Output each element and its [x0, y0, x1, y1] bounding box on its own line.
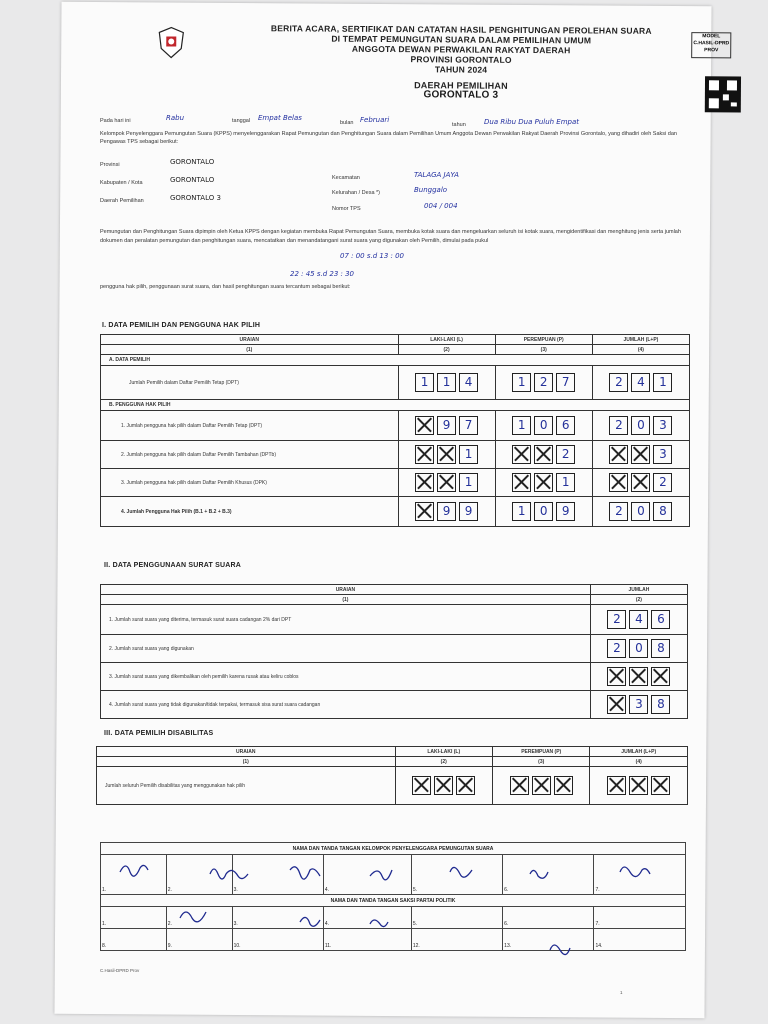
cell-ss2: 2 0 8	[590, 635, 687, 663]
value-kelurahan: Bunggalo	[414, 186, 448, 194]
cell-b3-l: 1	[398, 469, 495, 497]
row-a-label: Jumlah Pemilih dalam Daftar Pemilih Tetap (DPT)	[101, 366, 399, 400]
header-line-5: TAHUN 2024	[434, 64, 488, 75]
cell-ss4: 3 8	[590, 691, 687, 719]
sig-kpps-4: 4.	[323, 855, 411, 895]
value-jam-selesai: 22 : 45 s.d 23 : 30	[290, 270, 355, 278]
sig-saksi-13: 13.	[503, 929, 594, 951]
sig-kpps-5: 5.	[411, 855, 502, 895]
col-laki-3: LAKI-LAKI (L)	[395, 747, 492, 757]
cell-b4-j: 2 0 8	[592, 497, 689, 527]
sig-saksi-11: 11.	[323, 929, 411, 951]
sig-kpps-7: 7.	[594, 855, 686, 895]
sig-saksi-10: 10.	[232, 929, 323, 951]
sig-saksi-7: 7.	[594, 907, 686, 929]
intro-text: Kelompok Penyelenggara Pemungutan Suara (KPPS) menyelenggarakan Rapat Pemungutan dan Penghitungan Suara dalam Pemilihan Umum Anggota Dewan Perwakilan Rakyat Daerah Provinsi Gorontalo, yang dihadiri oleh Saksi dan Pengawas TPS sebagai berikut:	[100, 131, 677, 145]
header-line-7: GORONTALO 3	[423, 89, 499, 101]
label-hari: Pada hari ini	[100, 118, 131, 124]
cell-b4-p: 1 0 9	[495, 497, 592, 527]
cell-dis-l	[395, 767, 492, 805]
value-kabupaten: GORONTALO	[170, 176, 215, 184]
value-tahun: Dua Ribu Dua Puluh Empat	[484, 118, 580, 126]
signature-scribbles-icon	[100, 852, 690, 962]
label-kabupaten: Kabupaten / Kota	[100, 180, 143, 186]
label-tahun: tahun	[452, 122, 466, 128]
row-b2-label: 2. Jumlah pengguna hak pilih dalam Daftar Pemilih Tambahan (DPTb)	[101, 441, 399, 469]
header-line-1: BERITA ACARA, SERTIFIKAT DAN CATATAN HASIL PENGHITUNGAN PEROLEHAN SUARA	[270, 23, 652, 36]
row-b1-label: 1. Jumlah pengguna hak pilih dalam Daftar Pemilih Tetap (DPT)	[101, 411, 399, 441]
sig-saksi-5: 5.	[411, 907, 502, 929]
header-line-3: ANGGOTA DEWAN PERWAKILAN RAKYAT DAERAH	[351, 43, 571, 56]
cell-ss3	[590, 663, 687, 691]
sig-saksi-4: 4.	[323, 907, 411, 929]
colnum-3-3: (3)	[492, 757, 589, 767]
value-dapil: GORONTALO 3	[170, 194, 221, 202]
section-1-title: I. DATA PEMILIH DAN PENGGUNA HAK PILIH	[102, 322, 261, 329]
colnum-1: (1)	[101, 345, 399, 355]
sig-kpps-2: 2.	[166, 855, 232, 895]
sig-saksi-6: 6.	[503, 907, 594, 929]
col-laki: LAKI-LAKI (L)	[398, 335, 495, 345]
sig-saksi-12: 12.	[411, 929, 502, 951]
label-provinsi: Provinsi	[100, 162, 120, 168]
qr-code-icon	[705, 76, 741, 112]
cell-a-l: 1 1 4	[398, 366, 495, 400]
sig-saksi-8: 8.	[101, 929, 167, 951]
table-data-pemilih	[100, 334, 690, 527]
row-b4-label: 4. Jumlah Pengguna Hak Pilih (B.1 + B.2 + B.3)	[101, 497, 399, 527]
cell-dis-j	[590, 767, 688, 805]
label-kecamatan: Kecamatan	[332, 175, 360, 181]
label-dapil: Daerah Pemilihan	[100, 198, 144, 204]
kpu-emblem-icon	[157, 26, 185, 58]
row-ss2-label: 2. Jumlah surat suara yang digunakan	[101, 635, 591, 663]
paragraph-3: pengguna hak pilih, penggunaan surat suara, dan hasil penghitungan suara tercantum sebagai berikut:	[100, 284, 351, 290]
header-line-4: PROVINSI GORONTALO	[410, 54, 512, 65]
row-dis-label: Jumlah seluruh Pemilih disabilitas yang menggunakan hak pilih	[97, 767, 396, 805]
col-jumlah-2: JUMLAH	[590, 585, 687, 595]
col-uraian-2: URAIAN	[101, 585, 591, 595]
header-line-2: DI TEMPAT PEMUNGUTAN SUARA DALAM PEMILIHAN UMUM	[331, 33, 592, 46]
colnum-2-2: (2)	[590, 595, 687, 605]
value-kecamatan: TALAGA JAYA	[414, 171, 459, 179]
value-tps: 004 / 004	[424, 202, 458, 210]
value-provinsi: GORONTALO	[170, 158, 215, 166]
colnum-3-2: (2)	[395, 757, 492, 767]
sig-saksi-1: 1.	[101, 907, 167, 929]
footer-right: 1	[620, 990, 623, 995]
cell-a-p: 1 2 7	[495, 366, 592, 400]
value-tanggal: Empat Belas	[258, 114, 302, 122]
header-line-6: DAERAH PEMILIHAN	[414, 80, 508, 91]
col-jumlah-3: JUMLAH (L+P)	[590, 747, 688, 757]
value-jam-mulai: 07 : 00 s.d 13 : 00	[340, 252, 405, 260]
label-bulan: bulan	[340, 120, 354, 126]
cell-dis-p	[492, 767, 589, 805]
sig-saksi-9: 9.	[166, 929, 232, 951]
label-kelurahan: Kelurahan / Desa *)	[332, 190, 380, 196]
label-tps: Nomor TPS	[332, 206, 361, 212]
row-ss1-label: 1. Jumlah surat suara yang diterima, termasuk surat suara cadangan 2% dari DPT	[101, 605, 591, 635]
cell-b4-l: 9 9	[398, 497, 495, 527]
row-b3-label: 3. Jumlah pengguna hak pilih dalam Daftar Pemilih Khusus (DPK)	[101, 469, 399, 497]
cell-b1-p: 1 0 6	[495, 411, 592, 441]
table-disabilitas	[96, 746, 688, 805]
table-surat-suara	[100, 584, 688, 719]
label-tanggal: tanggal	[232, 118, 251, 124]
cell-b2-l: 1	[398, 441, 495, 469]
colnum-3-1: (1)	[97, 757, 396, 767]
sig-title-kpps: NAMA DAN TANDA TANGAN KELOMPOK PENYELENGGARA PEMUNGUTAN SUARA	[101, 843, 686, 855]
col-uraian: URAIAN	[101, 335, 399, 345]
cell-b2-p: 2	[495, 441, 592, 469]
colnum-2-1: (1)	[101, 595, 591, 605]
colnum-3-4: (4)	[590, 757, 688, 767]
row-a-title: A. DATA PEMILIH	[101, 355, 690, 366]
model-box: MODEL C.HASIL-DPRD PROV	[691, 32, 731, 58]
cell-b3-j: 2	[592, 469, 689, 497]
cell-b1-l: 9 7	[398, 411, 495, 441]
col-jumlah: JUMLAH (L+P)	[592, 335, 689, 345]
col-uraian-3: URAIAN	[97, 747, 396, 757]
footer-left: C.Hasil-DPRD Prov	[100, 968, 140, 973]
cell-ss1: 2 4 6	[590, 605, 687, 635]
colnum-2: (2)	[398, 345, 495, 355]
section-3-title: III. DATA PEMILIH DISABILITAS	[104, 730, 214, 737]
row-b-title: B. PENGGUNA HAK PILIH	[101, 400, 690, 411]
col-perempuan-3: PEREMPUAN (P)	[492, 747, 589, 757]
sig-saksi-3: 3.	[232, 907, 323, 929]
value-bulan: Februari	[360, 116, 390, 124]
sig-kpps-1: 1.	[101, 855, 167, 895]
row-ss4-label: 4. Jumlah surat suara yang tidak digunakan/tidak terpakai, termasuk sisa surat suara cadangan	[101, 691, 591, 719]
sig-kpps-6: 6.	[503, 855, 594, 895]
sig-title-saksi: NAMA DAN TANDA TANGAN SAKSI PARTAI POLITIK	[101, 895, 686, 907]
cell-b2-j: 3	[592, 441, 689, 469]
sig-kpps-3: 3.	[232, 855, 323, 895]
sig-saksi-2: 2.	[166, 907, 232, 929]
value-hari: Rabu	[166, 114, 185, 122]
row-ss3-label: 3. Jumlah surat suara yang dikembalikan oleh pemilih karena rusak atau keliru coblos	[101, 663, 591, 691]
colnum-4: (4)	[592, 345, 689, 355]
paragraph-2: Pemungutan dan Penghitungan Suara dipimpin oleh Ketua KPPS dengan kegiatan membuka Rapat Pemungutan Suara, membuka kotak suara dan mengeluarkan seluruh isi kotak suara, mengidentifikasi dan menghitung jenis serta jumlah dokumen dan peralatan pemungutan dan penghitungan suara, mencatatkan dan menandatangani surat suara yang digunakan oleh Pemilih, dimulai pada pukul	[100, 229, 681, 244]
document-header	[251, 23, 672, 102]
section-2-title: II. DATA PENGGUNAAN SURAT SUARA	[104, 562, 241, 569]
sig-saksi-14: 14.	[594, 929, 686, 951]
cell-a-j: 2 4 1	[592, 366, 689, 400]
col-perempuan: PEREMPUAN (P)	[495, 335, 592, 345]
cell-b3-p: 1	[495, 469, 592, 497]
colnum-3: (3)	[495, 345, 592, 355]
cell-b1-j: 2 0 3	[592, 411, 689, 441]
